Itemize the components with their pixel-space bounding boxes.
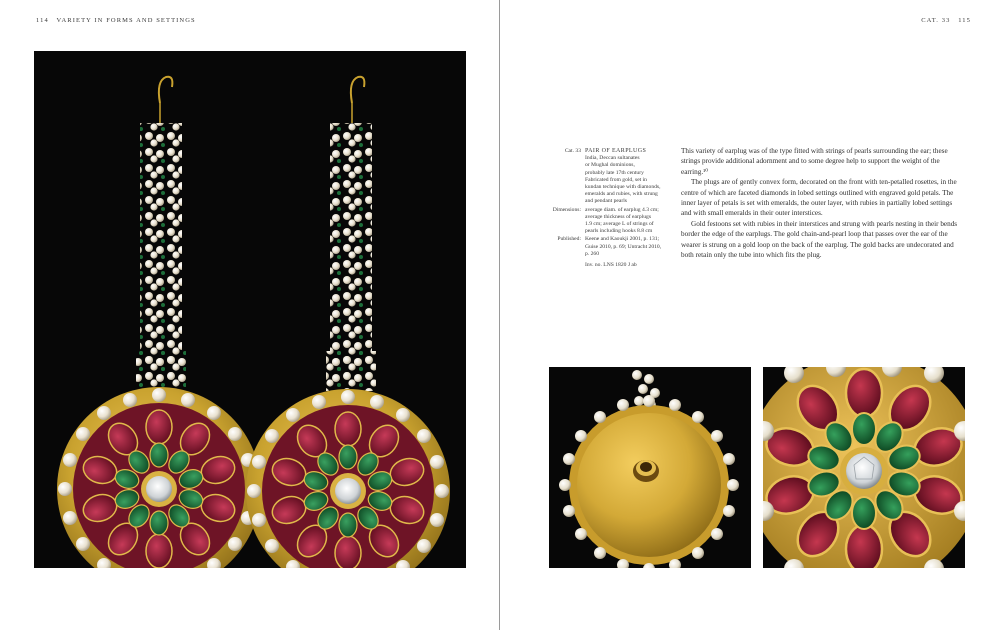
catalogue-description: [585, 148, 671, 206]
earplug-detail-photo: [763, 367, 965, 568]
catalogue-number: Cat. 33: [564, 148, 581, 154]
body-paragraph: This variety of earplug was of the type fitted with strings of pearls surrounding the ear; these strings provide additional adornment and to some degree help to support the weight of the earring.¹⁰: [681, 147, 948, 176]
right-running-head: [921, 17, 976, 24]
left-page-number: 114: [36, 17, 49, 24]
left-running-head: [36, 17, 201, 24]
earplugs-pair-photo: [34, 51, 466, 568]
dimensions-row: [543, 207, 671, 236]
dimensions-label: Dimensions:: [552, 206, 581, 213]
object-title: PAIR OF EARPLUGS: [585, 148, 647, 154]
published-line: p. 260: [585, 250, 599, 257]
page-gutter: [499, 0, 500, 630]
dimensions-line: average thickness of earplugs: [585, 213, 652, 220]
published-line: Guise 2010, p. 69; Untracht 2010,: [585, 243, 662, 250]
catalogue-entry: [543, 148, 671, 269]
description-line: or Mughal dominions,: [585, 162, 635, 169]
inventory-number: Inv. no. LNS 1820 J ab: [585, 262, 637, 269]
earplug-back-illustration: [549, 367, 751, 568]
description-line: probably late 17th century: [585, 169, 644, 176]
published-line: Keene and Kaoukji 2001, p. 131;: [585, 236, 660, 243]
dimensions-line: average diam. of earplug 4.3 cm;: [585, 206, 659, 213]
body-text: [681, 146, 962, 260]
dimensions-value: [585, 207, 671, 236]
published-label: Published:: [557, 236, 581, 243]
catalogue-title-row: [543, 148, 671, 206]
right-catalogue-number: CAT. 33: [921, 17, 951, 24]
description-line: Fabricated from gold, set in: [585, 176, 647, 183]
earplug-back-photo: [549, 367, 751, 568]
description-line: kundan technique with diamonds,: [585, 184, 661, 191]
earplugs-pair-illustration: [34, 51, 466, 568]
dimensions-line: 1.9 cm; average L of strings of: [585, 221, 654, 228]
body-paragraph: The plugs are of gently convex form, decorated on the front with ten-petalled rosettes, in the centre of which are faceted diamonds in lobed settings outlined with engraved gold petals. The inner layer of petals is set with emeralds, the outer layer, with rubies in partially lobed settings and with small emeralds in their outer interstices.: [681, 178, 957, 218]
description-line: emeralds and rubies, with strung: [585, 191, 658, 198]
description-line: India, Deccan sultanates: [585, 155, 640, 162]
right-page-number: 115: [958, 17, 971, 24]
published-row: [543, 236, 671, 258]
body-paragraph: Gold festoons set with rubies in their interstices and strung with pearls nesting in their bends border the edge of the earplugs. The gold chain-and-pearl loop that passes over the ear of the wearer is strung on a gold loop on the back of the earplug. The gold backs are undecorated and both retain only the tube into which fits the plug.: [681, 219, 958, 260]
earplug-detail-illustration: [763, 367, 965, 568]
published-value: [585, 236, 671, 258]
right-earring: [246, 77, 450, 568]
description-line: and pendant pearls: [585, 198, 627, 205]
dimensions-line: pearls including hooks 8.8 cm: [585, 228, 653, 235]
left-section-title: VARIETY IN FORMS AND SETTINGS: [56, 17, 196, 24]
left-earring: [57, 77, 261, 568]
